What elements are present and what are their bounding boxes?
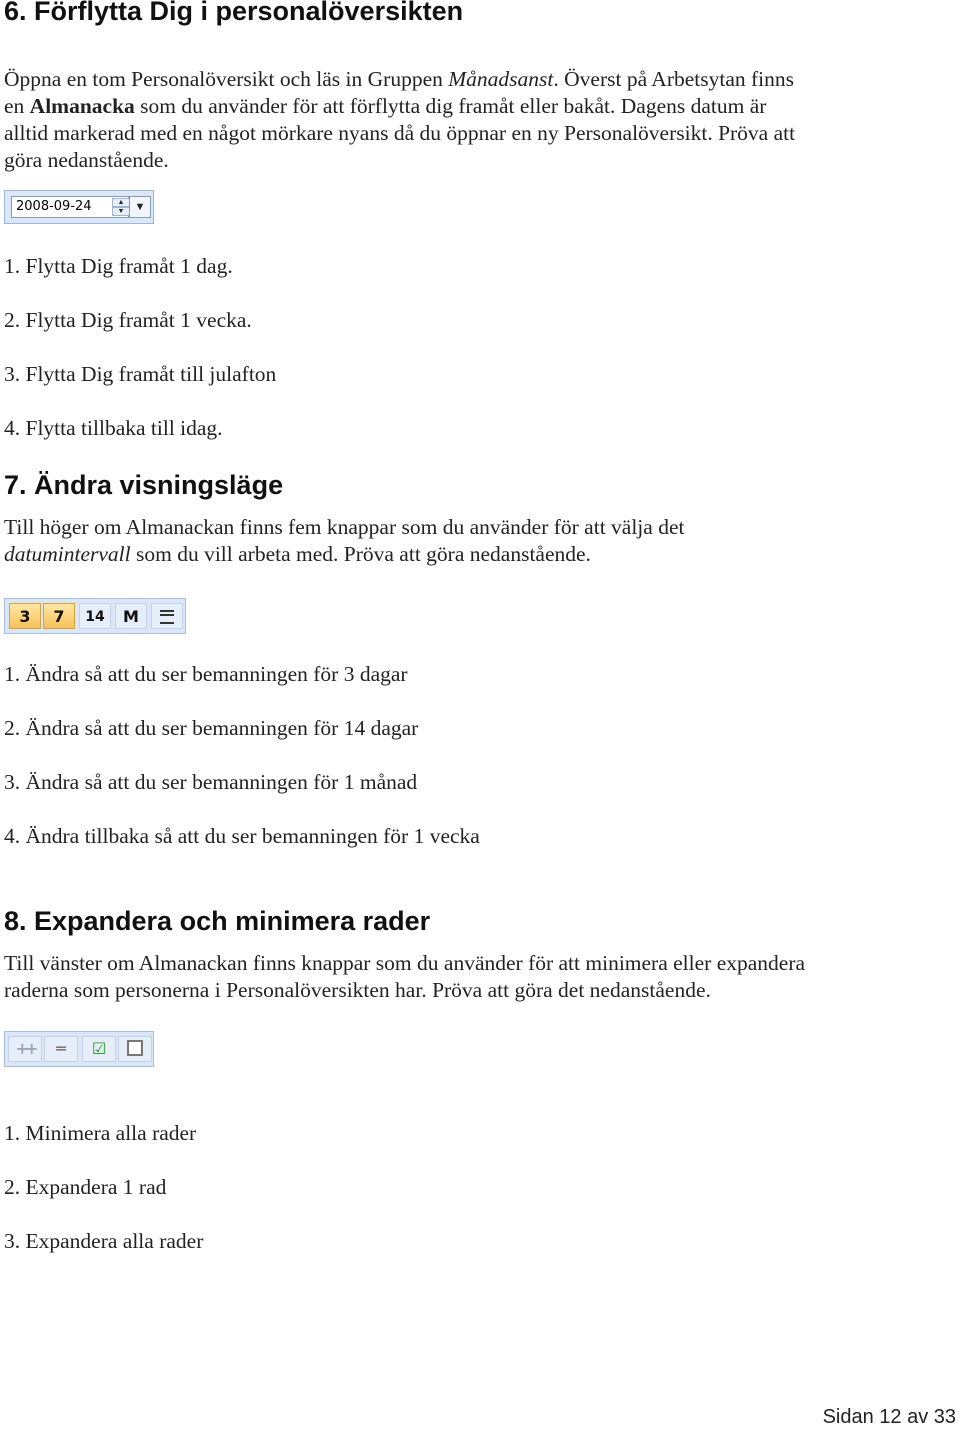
- view-7-days-button[interactable]: 7: [43, 603, 75, 629]
- check-all-icon: ☑: [91, 1039, 107, 1058]
- list-item: 1. Minimera alla rader: [4, 1121, 197, 1145]
- uncheck-all-icon: [127, 1040, 143, 1056]
- view-14-days-button[interactable]: 14: [79, 603, 111, 629]
- expand-all-icon: ++: [15, 1039, 35, 1058]
- collapse-all-button[interactable]: [44, 1036, 78, 1062]
- section-6-intro-line-2: en Almanacka som du använder för att förflytta dig framåt eller bakåt. Dagens datum är: [4, 94, 767, 118]
- view-month-button[interactable]: M: [115, 603, 147, 629]
- row-toggle-toolbar: [4, 1031, 154, 1067]
- uncheck-all-button[interactable]: [118, 1036, 152, 1062]
- collapse-all-icon: ═: [56, 1039, 66, 1058]
- list-item: 1. Ändra så att du ser bemanningen för 3 dagar: [4, 662, 408, 686]
- spin-up-icon[interactable]: ▲: [112, 198, 130, 207]
- spin-down-icon[interactable]: ▼: [112, 207, 130, 216]
- date-picker: [4, 190, 154, 224]
- list-item: 1. Flytta Dig framåt 1 dag.: [4, 254, 233, 278]
- section-6-intro-line-1: Öppna en tom Personalöversikt och läs in Gruppen Månadsanst. Överst på Arbetsytan finns: [4, 67, 795, 91]
- view-list-button[interactable]: [151, 603, 183, 629]
- list-item: 3. Expandera alla rader: [4, 1229, 204, 1253]
- list-item: 3. Ändra så att du ser bemanningen för 1 månad: [4, 770, 418, 794]
- date-spinner: [112, 198, 130, 216]
- section-8-intro-line-2: raderna som personerna i Personalöversikten har. Pröva att göra det nedanstående.: [4, 978, 711, 1002]
- date-value: 2008-09-24: [16, 199, 92, 214]
- list-item: 3. Flytta Dig framåt till julafton: [4, 362, 277, 386]
- list-lines-icon: [160, 610, 174, 624]
- view-3-days-button[interactable]: 3: [9, 603, 41, 629]
- section-8-heading: 8. Expandera och minimera rader: [4, 906, 431, 936]
- list-item: 2. Ändra så att du ser bemanningen för 14 dagar: [4, 716, 419, 740]
- dropdown-arrow-icon[interactable]: ▼: [129, 196, 151, 218]
- view-mode-toolbar: [4, 598, 186, 634]
- date-input[interactable]: [11, 196, 129, 218]
- page-number: Sidan 12 av 33: [822, 1406, 956, 1428]
- section-7-intro-line-1: Till höger om Almanackan finns fem knappar som du använder för att välja det: [4, 515, 685, 539]
- section-7-intro-line-2: datumintervall som du vill arbeta med. Pröva att göra nedanstående.: [4, 542, 591, 566]
- section-7-heading: 7. Ändra visningsläge: [4, 470, 284, 500]
- expand-all-button[interactable]: [8, 1036, 42, 1062]
- section-6-heading: 6. Förflytta Dig i personalöversikten: [4, 0, 464, 26]
- list-item: 4. Flytta tillbaka till idag.: [4, 416, 223, 440]
- list-item: 2. Flytta Dig framåt 1 vecka.: [4, 308, 252, 332]
- check-all-button[interactable]: [82, 1036, 116, 1062]
- section-8-intro-line-1: Till vänster om Almanackan finns knappar som du använder för att minimera eller expandera: [4, 951, 806, 975]
- section-6-intro-line-3: alltid markerad med en något mörkare nyans då du öppnar en ny Personalöversikt. Pröva att: [4, 121, 796, 145]
- section-6-intro-line-4: göra nedanstående.: [4, 148, 169, 172]
- list-item: 4. Ändra tillbaka så att du ser bemanningen för 1 vecka: [4, 824, 480, 848]
- list-item: 2. Expandera 1 rad: [4, 1175, 167, 1199]
